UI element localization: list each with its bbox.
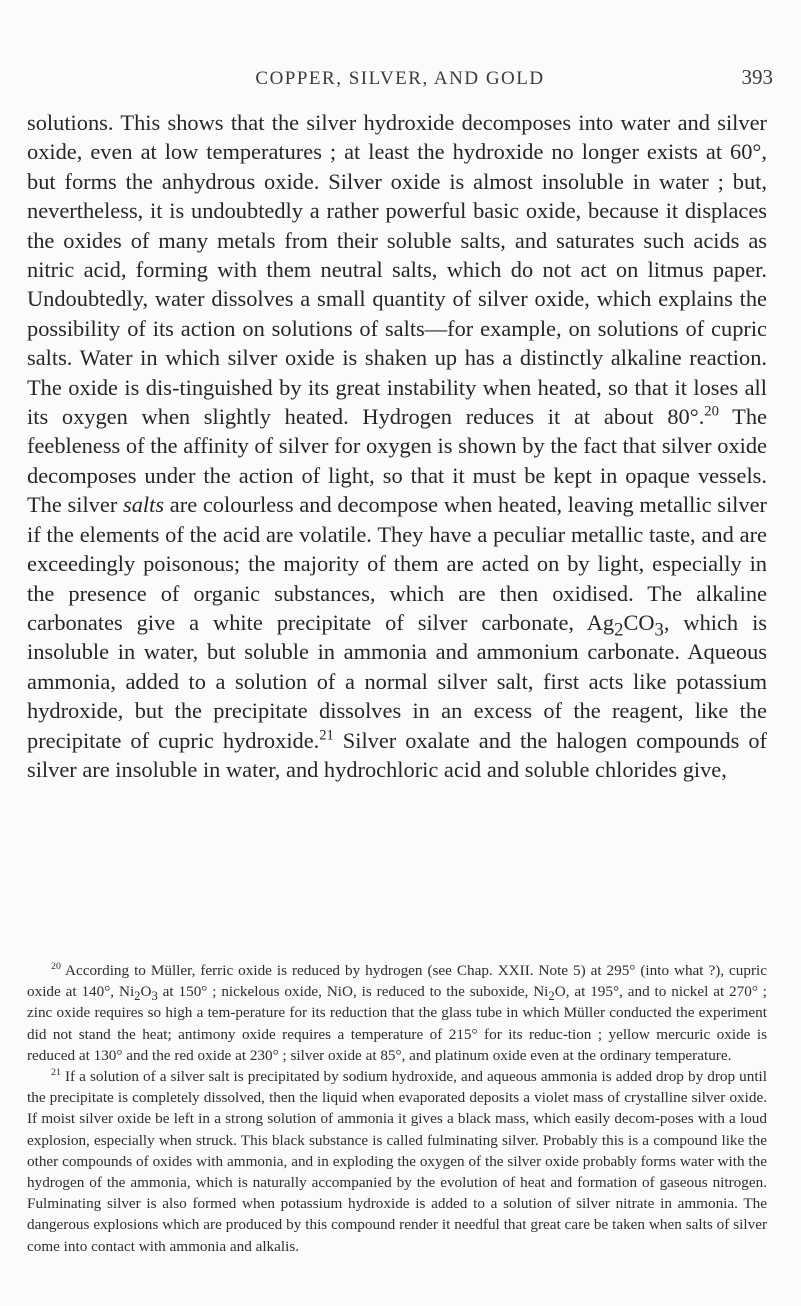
page-number: 393: [741, 65, 773, 89]
running-head: COPPER, SILVER, AND GOLD: [255, 68, 545, 89]
body-text-run-5: Silver oxalate and the halogen compounds of silver are insoluble in water, and hydrochloric acid and soluble chlorides give,: [27, 727, 767, 782]
footnote-ref-21[interactable]: 21: [319, 727, 334, 744]
footnote-21: $^{21}$ If a solution of a silver salt is precipitated by sodium hydroxide, and aqueous ammonia is added drop by drop until the precipitate is completely dissolved, then the liquid when evaporated deposits a violet mass of crystalline silver oxide. If moist silver oxide be left in a strong solution of ammonia it gives a black mass, which easily decom-poses with a loud explosion, especially when struck. This black substance is called fulminating silver. Probably this is a compound like the other compounds of oxides with ammonia, and in exploding the oxygen of the silver oxide probably forms water with the hydrogen of the ammonia, which is naturally accompanied by the evolution of heat and formation of gaseous nitrogen. Fulminating silver is also formed when potassium hydroxide is added to a solution of silver nitrate in ammonia. The dangerous explosions which are produced by this compound render it needful that great care be taken when salts of silver come into contact with ammonia and alkalis.: [27, 1066, 768, 1255]
body-text-run-2: The feebleness of the affinity of silver for oxygen is shown by the fact that silver oxide decomposes under the action of light, so that it must be kept in opaque vessels. The silver: [27, 404, 767, 518]
body-text-run-4: , which is insoluble in water, but soluble in ammonia and ammonium carbonate. Aqueous ammonia, added to a solution of a normal silver salt, first acts like potassium hydroxide, but the precipitate dissolves in an excess of the reagent, like the precipitate of cupric hydroxide.: [27, 609, 768, 753]
silver-carbonate-formula: $Ag_2CO_3$: [586, 609, 664, 641]
footnote-ref-20[interactable]: 20: [704, 403, 719, 420]
body-text-run-3: are colourless and decompose when heated, leaving metallic silver if the elements of the acid are volatile. They have a peculiar metallic taste, and are exceedingly poisonous; the majority of them are acted on by light, especially in the presence of organic substances, which are then oxidised. The alkaline carbonates give a white precipitate of silver carbonate,: [27, 492, 767, 635]
main-paragraph: [27, 108, 767, 784]
footnote-mark-20: 20: [51, 960, 61, 972]
footnotes-section: [27, 960, 767, 1257]
footnote-20: $^{20}$ According to Müller, ferric oxide is reduced by hydrogen (see Chap. XXII. Note 5) at 295° (into what ?), cupric oxide at 140°, $Ni_2O_3$ at 150° ; nickelous oxide, NiO, is reduced to the suboxide, $Ni_2O$, at 195°, and to nickel at 270° ; zinc oxide requires so high a tem-perature for its reduction that the glass tube in which Müller conducted the experiment did not stand the heat; antimony oxide requires a temperature of 215° for its reduc-tion ; yellow mercuric oxide is reduced at 130° and the red oxide at 230° ; silver oxide at 85°, and platinum oxide even at the ordinary temperature.: [27, 960, 767, 1064]
footnote-mark-21: 21: [51, 1066, 61, 1078]
emphasis-salts: salts: [123, 492, 165, 518]
body-text-run-1: solutions. This shows that the silver hydroxide decomposes into water and silver oxide, even at low temperatures ; at least the hydroxide no longer exists at 60°, but forms the anhydrous oxide. Silver oxide is almost insoluble in water ; but, nevertheless, it is undoubtedly a rather powerful basic oxide, because it displaces the oxides of many metals from their soluble salts, and saturates such acids as nitric acid, forming with them neutral salts, which do not act on litmus paper. Undoubtedly, water dissolves a small quantity of silver oxide, which explains the possibility of its action on solutions of salts—for example, on solutions of cupric salts. Water in which silver oxide is shaken up has a distinctly alkaline reaction. The oxide is dis-tinguished by its great instability when heated, so that it loses all its oxygen when slightly heated. Hydrogen reduces it at about 80°.: [27, 110, 767, 430]
